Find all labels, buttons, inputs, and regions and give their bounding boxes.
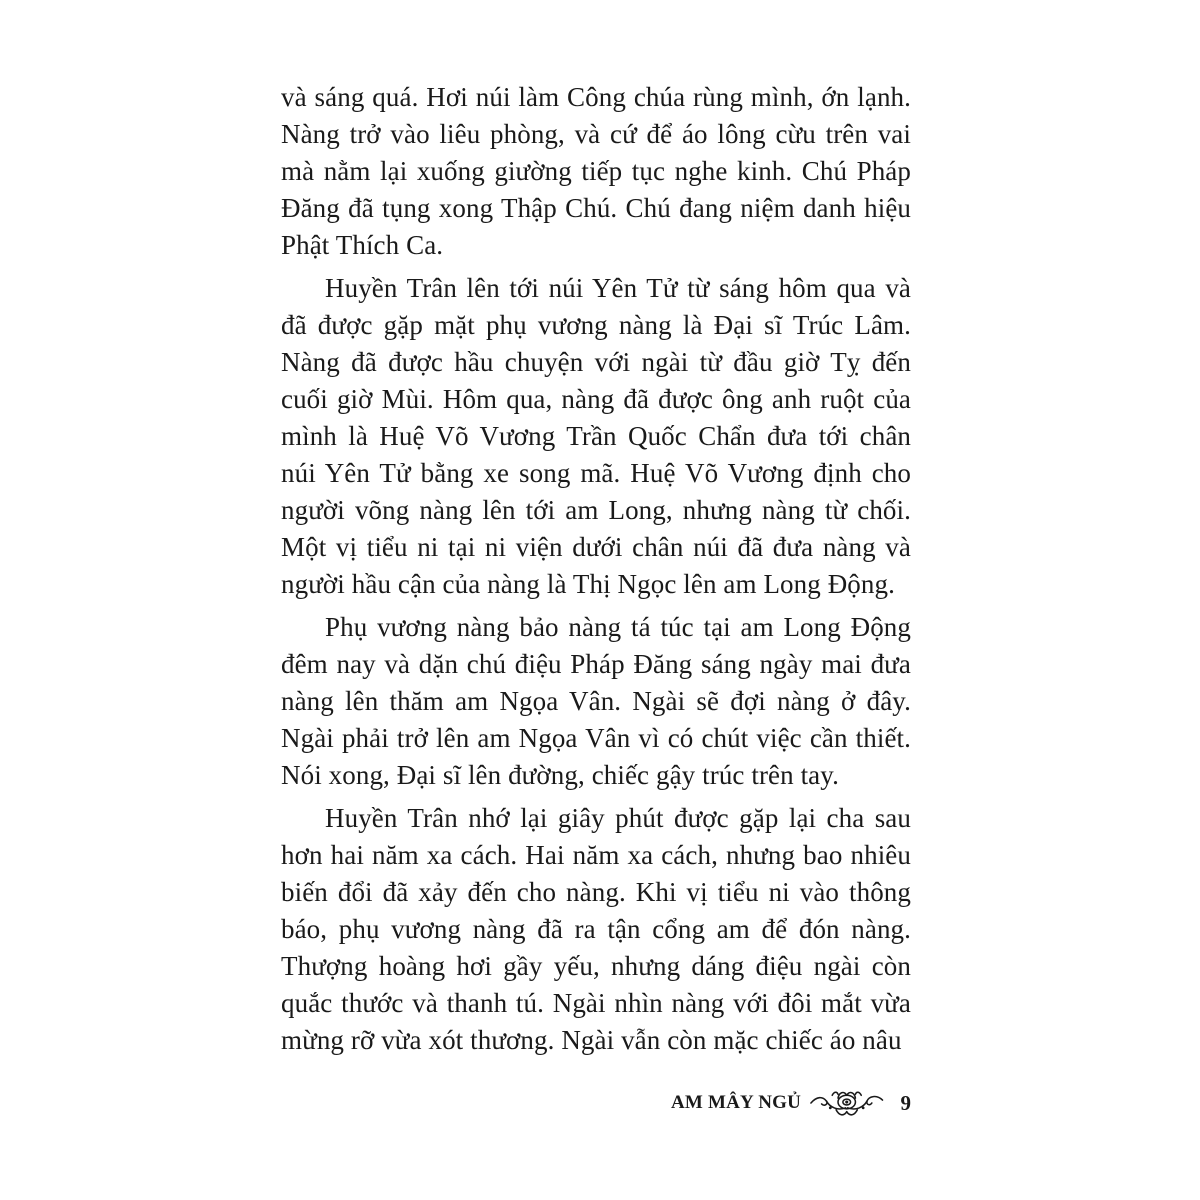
- text-line: hơn hai năm xa cách. Hai năm xa cách, nhưng bao nhiêu: [281, 840, 911, 870]
- body-text: [281, 79, 911, 1065]
- page-number: 9: [900, 1090, 911, 1115]
- text-line: người hầu cận của nàng là Thị Ngọc lên am Long Động.: [281, 569, 895, 599]
- text-line: đêm nay và dặn chú điệu Pháp Đăng sáng ngày mai đưa: [281, 649, 911, 679]
- paragraph: [281, 79, 911, 264]
- text-line: Nói xong, Đại sĩ lên đường, chiếc gậy trúc trên tay.: [281, 760, 839, 790]
- text-line: mừng rỡ vừa xót thương. Ngài vẫn còn mặc chiếc áo nâu: [281, 1025, 902, 1055]
- text-line: Phật Thích Ca.: [281, 230, 444, 260]
- text-line: nàng lên thăm am Ngọa Vân. Ngài sẽ đợi nàng ở đây.: [281, 686, 911, 716]
- text-line: Một vị tiểu ni tại ni viện dưới chân núi đã đưa nàng và: [281, 532, 911, 562]
- text-line: mình là Huệ Võ Vương Trần Quốc Chẩn đưa tới chân: [281, 421, 911, 451]
- text-line: quắc thước và thanh tú. Ngài nhìn nàng với đôi mắt vừa: [281, 988, 911, 1018]
- text-line: Đăng đã tụng xong Thập Chú. Chú đang niệm danh hiệu: [281, 193, 911, 223]
- text-line: Ngài phải trở lên am Ngọa Vân vì có chút việc cần thiết.: [281, 723, 911, 753]
- text-line: người võng nàng lên tới am Long, nhưng nàng từ chối.: [281, 495, 911, 525]
- text-line: núi Yên Tử bằng xe song mã. Huệ Võ Vương định cho: [281, 458, 911, 488]
- text-line: Huyền Trân lên tới núi Yên Tử từ sáng hôm qua và: [325, 273, 911, 303]
- text-line: Nàng trở vào liêu phòng, và cứ để áo lông cừu trên vai: [281, 119, 911, 149]
- text-line: báo, phụ vương nàng đã ra tận cổng am để đón nàng.: [281, 914, 911, 944]
- paragraph: [281, 800, 911, 1059]
- text-line: Thượng hoàng hơi gầy yếu, nhưng dáng điệu ngài còn: [281, 951, 911, 981]
- text-line: và sáng quá. Hơi núi làm Công chúa rùng mình, ớn lạnh.: [281, 82, 911, 112]
- text-line: biến đổi đã xảy đến cho nàng. Khi vị tiểu ni vào thông: [281, 877, 911, 907]
- text-line: Phụ vương nàng bảo nàng tá túc tại am Long Động: [325, 612, 911, 642]
- text-line: mà nằm lại xuống giường tiếp tục nghe kinh. Chú Pháp: [281, 156, 911, 186]
- text-line: đã được gặp mặt phụ vương nàng là Đại sĩ Trúc Lâm.: [281, 310, 911, 340]
- text-line: Huyền Trân nhớ lại giây phút được gặp lại cha sau: [325, 803, 911, 833]
- paragraph: [281, 609, 911, 794]
- floral-ornament-icon: [809, 1086, 884, 1120]
- paragraph: [281, 270, 911, 603]
- running-head: AM MÂY NGỦ: [671, 1092, 802, 1113]
- page-footer: [671, 1083, 911, 1123]
- text-line: Nàng đã được hầu chuyện với ngài từ đầu giờ Tỵ đến: [281, 347, 911, 377]
- text-line: cuối giờ Mùi. Hôm qua, nàng đã được ông anh ruột của: [281, 384, 911, 414]
